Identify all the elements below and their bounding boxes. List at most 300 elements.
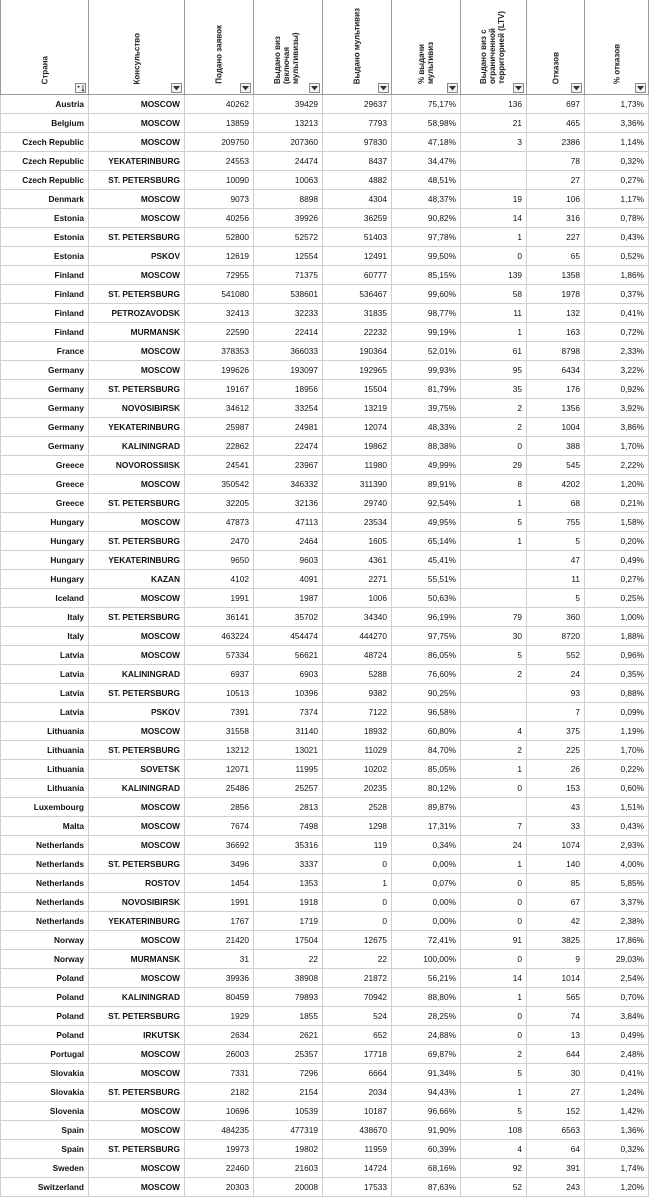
issued-cell[interactable]: 10396 — [254, 684, 323, 703]
consulate-cell[interactable]: ST. PETERSBURG — [89, 1007, 185, 1026]
country-cell[interactable]: Norway — [1, 950, 89, 969]
refusal-pct-cell[interactable]: 0,96% — [585, 646, 649, 665]
refusal-pct-cell[interactable]: 1,20% — [585, 475, 649, 494]
ltv-cell[interactable]: 24 — [461, 836, 527, 855]
multi-cell[interactable]: 34340 — [323, 608, 392, 627]
multi-pct-cell[interactable]: 88,38% — [392, 437, 461, 456]
multi-pct-cell[interactable]: 60,39% — [392, 1140, 461, 1159]
consulate-cell[interactable]: MOSCOW — [89, 114, 185, 133]
submitted-cell[interactable]: 22862 — [185, 437, 254, 456]
multi-cell[interactable]: 190364 — [323, 342, 392, 361]
country-cell[interactable]: Poland — [1, 969, 89, 988]
consulate-cell[interactable]: KALININGRAD — [89, 437, 185, 456]
issued-cell[interactable]: 25257 — [254, 779, 323, 798]
dropdown-filter-icon[interactable] — [447, 83, 458, 93]
multi-cell[interactable]: 36259 — [323, 209, 392, 228]
ltv-cell[interactable]: 0 — [461, 950, 527, 969]
multi-pct-cell[interactable]: 99,93% — [392, 361, 461, 380]
consulate-cell[interactable]: SOVETSK — [89, 760, 185, 779]
issued-cell[interactable]: 2154 — [254, 1083, 323, 1102]
refusals-cell[interactable]: 64 — [527, 1140, 585, 1159]
multi-pct-cell[interactable]: 99,19% — [392, 323, 461, 342]
consulate-cell[interactable]: YEKATERINBURG — [89, 418, 185, 437]
consulate-cell[interactable]: MOSCOW — [89, 361, 185, 380]
submitted-cell[interactable]: 209750 — [185, 133, 254, 152]
issued-cell[interactable]: 193097 — [254, 361, 323, 380]
issued-cell[interactable]: 25357 — [254, 1045, 323, 1064]
consulate-cell[interactable]: MOSCOW — [89, 722, 185, 741]
multi-cell[interactable]: 1006 — [323, 589, 392, 608]
ltv-cell[interactable]: 19 — [461, 190, 527, 209]
country-cell[interactable]: Finland — [1, 285, 89, 304]
ltv-cell[interactable]: 52 — [461, 1178, 527, 1197]
ltv-cell[interactable]: 11 — [461, 304, 527, 323]
refusal-pct-cell[interactable]: 3,92% — [585, 399, 649, 418]
submitted-cell[interactable]: 7391 — [185, 703, 254, 722]
ltv-cell[interactable]: 0 — [461, 1026, 527, 1045]
refusal-pct-cell[interactable]: 0,49% — [585, 1026, 649, 1045]
refusals-cell[interactable]: 42 — [527, 912, 585, 931]
ltv-cell[interactable] — [461, 152, 527, 171]
multi-pct-cell[interactable]: 69,87% — [392, 1045, 461, 1064]
refusal-pct-cell[interactable]: 0,92% — [585, 380, 649, 399]
consulate-cell[interactable]: MOSCOW — [89, 836, 185, 855]
issued-cell[interactable]: 10063 — [254, 171, 323, 190]
consulate-cell[interactable]: PSKOV — [89, 247, 185, 266]
consulate-cell[interactable]: MOSCOW — [89, 95, 185, 114]
country-cell[interactable]: Lithuania — [1, 722, 89, 741]
issued-cell[interactable]: 56621 — [254, 646, 323, 665]
issued-cell[interactable]: 4091 — [254, 570, 323, 589]
submitted-cell[interactable]: 1991 — [185, 893, 254, 912]
ltv-cell[interactable]: 61 — [461, 342, 527, 361]
refusal-pct-cell[interactable]: 1,42% — [585, 1102, 649, 1121]
issued-cell[interactable]: 32233 — [254, 304, 323, 323]
consulate-cell[interactable]: MOSCOW — [89, 266, 185, 285]
refusal-pct-cell[interactable]: 1,70% — [585, 437, 649, 456]
consulate-cell[interactable]: MOSCOW — [89, 1102, 185, 1121]
multi-pct-cell[interactable]: 85,15% — [392, 266, 461, 285]
ltv-cell[interactable]: 7 — [461, 817, 527, 836]
country-cell[interactable]: Estonia — [1, 209, 89, 228]
ltv-cell[interactable]: 1 — [461, 1083, 527, 1102]
issued-cell[interactable]: 1918 — [254, 893, 323, 912]
submitted-cell[interactable]: 13859 — [185, 114, 254, 133]
refusals-cell[interactable]: 388 — [527, 437, 585, 456]
submitted-cell[interactable]: 47873 — [185, 513, 254, 532]
refusal-pct-cell[interactable]: 1,17% — [585, 190, 649, 209]
ltv-cell[interactable]: 1 — [461, 494, 527, 513]
issued-cell[interactable]: 477319 — [254, 1121, 323, 1140]
submitted-cell[interactable]: 22460 — [185, 1159, 254, 1178]
multi-cell[interactable]: 22232 — [323, 323, 392, 342]
country-cell[interactable]: Germany — [1, 399, 89, 418]
refusal-pct-cell[interactable]: 0,88% — [585, 684, 649, 703]
multi-pct-cell[interactable]: 17,31% — [392, 817, 461, 836]
ltv-cell[interactable]: 5 — [461, 1064, 527, 1083]
multi-pct-cell[interactable]: 80,12% — [392, 779, 461, 798]
consulate-cell[interactable]: ST. PETERSBURG — [89, 741, 185, 760]
ltv-cell[interactable] — [461, 703, 527, 722]
multi-cell[interactable]: 7793 — [323, 114, 392, 133]
consulate-cell[interactable]: MOSCOW — [89, 627, 185, 646]
submitted-cell[interactable]: 4102 — [185, 570, 254, 589]
refusals-cell[interactable]: 43 — [527, 798, 585, 817]
consulate-cell[interactable]: MOSCOW — [89, 646, 185, 665]
issued-cell[interactable]: 39926 — [254, 209, 323, 228]
country-cell[interactable]: Greece — [1, 475, 89, 494]
consulate-cell[interactable]: ST. PETERSBURG — [89, 684, 185, 703]
multi-pct-cell[interactable]: 85,05% — [392, 760, 461, 779]
multi-cell[interactable]: 29637 — [323, 95, 392, 114]
multi-pct-cell[interactable]: 96,66% — [392, 1102, 461, 1121]
ltv-cell[interactable]: 14 — [461, 969, 527, 988]
issued-cell[interactable]: 366033 — [254, 342, 323, 361]
submitted-cell[interactable]: 1929 — [185, 1007, 254, 1026]
multi-pct-cell[interactable]: 98,77% — [392, 304, 461, 323]
refusal-pct-cell[interactable]: 3,36% — [585, 114, 649, 133]
ltv-cell[interactable] — [461, 551, 527, 570]
refusal-pct-cell[interactable]: 0,27% — [585, 171, 649, 190]
consulate-cell[interactable]: MOSCOW — [89, 817, 185, 836]
issued-cell[interactable]: 9603 — [254, 551, 323, 570]
issued-cell[interactable]: 454474 — [254, 627, 323, 646]
multi-pct-cell[interactable]: 55,51% — [392, 570, 461, 589]
multi-cell[interactable]: 0 — [323, 855, 392, 874]
country-cell[interactable]: Austria — [1, 95, 89, 114]
submitted-cell[interactable]: 36141 — [185, 608, 254, 627]
issued-cell[interactable]: 22474 — [254, 437, 323, 456]
consulate-cell[interactable]: MOSCOW — [89, 589, 185, 608]
multi-cell[interactable]: 192965 — [323, 361, 392, 380]
refusals-cell[interactable]: 1356 — [527, 399, 585, 418]
refusals-cell[interactable]: 8720 — [527, 627, 585, 646]
refusals-cell[interactable]: 1978 — [527, 285, 585, 304]
refusal-pct-cell[interactable]: 2,38% — [585, 912, 649, 931]
ltv-cell[interactable]: 0 — [461, 1007, 527, 1026]
refusals-cell[interactable]: 375 — [527, 722, 585, 741]
multi-cell[interactable]: 2034 — [323, 1083, 392, 1102]
refusal-pct-cell[interactable]: 1,86% — [585, 266, 649, 285]
ltv-cell[interactable]: 5 — [461, 1102, 527, 1121]
consulate-cell[interactable]: MOSCOW — [89, 931, 185, 950]
submitted-cell[interactable]: 1767 — [185, 912, 254, 931]
ltv-cell[interactable]: 29 — [461, 456, 527, 475]
country-cell[interactable]: Latvia — [1, 684, 89, 703]
refusals-cell[interactable]: 132 — [527, 304, 585, 323]
multi-pct-cell[interactable]: 89,91% — [392, 475, 461, 494]
refusals-cell[interactable]: 68 — [527, 494, 585, 513]
sort-filter-icon[interactable] — [75, 83, 86, 93]
consulate-cell[interactable]: MOSCOW — [89, 1178, 185, 1197]
multi-cell[interactable]: 2271 — [323, 570, 392, 589]
ltv-cell[interactable]: 14 — [461, 209, 527, 228]
issued-cell[interactable]: 23967 — [254, 456, 323, 475]
issued-cell[interactable]: 22 — [254, 950, 323, 969]
ltv-cell[interactable]: 5 — [461, 646, 527, 665]
consulate-cell[interactable]: MURMANSK — [89, 323, 185, 342]
submitted-cell[interactable]: 9650 — [185, 551, 254, 570]
refusal-pct-cell[interactable]: 17,86% — [585, 931, 649, 950]
multi-cell[interactable]: 18932 — [323, 722, 392, 741]
consulate-cell[interactable]: KALININGRAD — [89, 988, 185, 1007]
issued-cell[interactable]: 47113 — [254, 513, 323, 532]
issued-cell[interactable]: 2464 — [254, 532, 323, 551]
multi-cell[interactable]: 8437 — [323, 152, 392, 171]
ltv-cell[interactable]: 0 — [461, 779, 527, 798]
refusal-pct-cell[interactable]: 2,93% — [585, 836, 649, 855]
refusal-pct-cell[interactable]: 0,20% — [585, 532, 649, 551]
submitted-cell[interactable]: 1991 — [185, 589, 254, 608]
issued-cell[interactable]: 1719 — [254, 912, 323, 931]
refusals-cell[interactable]: 9 — [527, 950, 585, 969]
refusal-pct-cell[interactable]: 0,43% — [585, 228, 649, 247]
country-cell[interactable]: Hungary — [1, 513, 89, 532]
country-cell[interactable]: Germany — [1, 437, 89, 456]
multi-pct-cell[interactable]: 0,00% — [392, 893, 461, 912]
refusal-pct-cell[interactable]: 1,88% — [585, 627, 649, 646]
ltv-cell[interactable]: 136 — [461, 95, 527, 114]
multi-cell[interactable]: 4304 — [323, 190, 392, 209]
multi-pct-cell[interactable]: 91,34% — [392, 1064, 461, 1083]
refusal-pct-cell[interactable]: 1,58% — [585, 513, 649, 532]
consulate-cell[interactable]: MOSCOW — [89, 1064, 185, 1083]
consulate-cell[interactable]: KAZAN — [89, 570, 185, 589]
refusal-pct-cell[interactable]: 0,41% — [585, 304, 649, 323]
issued-cell[interactable]: 32136 — [254, 494, 323, 513]
refusal-pct-cell[interactable]: 2,48% — [585, 1045, 649, 1064]
country-cell[interactable]: Spain — [1, 1140, 89, 1159]
multi-pct-cell[interactable]: 24,88% — [392, 1026, 461, 1045]
refusal-pct-cell[interactable]: 2,54% — [585, 969, 649, 988]
multi-pct-cell[interactable]: 75,17% — [392, 95, 461, 114]
consulate-cell[interactable]: MOSCOW — [89, 1121, 185, 1140]
refusals-cell[interactable]: 243 — [527, 1178, 585, 1197]
issued-cell[interactable]: 1855 — [254, 1007, 323, 1026]
submitted-cell[interactable]: 72955 — [185, 266, 254, 285]
refusals-cell[interactable]: 4202 — [527, 475, 585, 494]
refusal-pct-cell[interactable]: 0,27% — [585, 570, 649, 589]
consulate-cell[interactable]: MOSCOW — [89, 1159, 185, 1178]
multi-cell[interactable]: 29740 — [323, 494, 392, 513]
dropdown-filter-icon[interactable] — [635, 83, 646, 93]
consulate-cell[interactable]: IRKUTSK — [89, 1026, 185, 1045]
country-cell[interactable]: Italy — [1, 627, 89, 646]
submitted-cell[interactable]: 24553 — [185, 152, 254, 171]
multi-cell[interactable]: 4361 — [323, 551, 392, 570]
multi-cell[interactable]: 6664 — [323, 1064, 392, 1083]
country-cell[interactable]: Estonia — [1, 228, 89, 247]
refusal-pct-cell[interactable]: 0,35% — [585, 665, 649, 684]
ltv-cell[interactable] — [461, 570, 527, 589]
ltv-cell[interactable] — [461, 171, 527, 190]
country-cell[interactable]: Poland — [1, 988, 89, 1007]
consulate-cell[interactable]: ROSTOV — [89, 874, 185, 893]
refusals-cell[interactable]: 565 — [527, 988, 585, 1007]
refusals-cell[interactable]: 33 — [527, 817, 585, 836]
refusal-pct-cell[interactable]: 3,84% — [585, 1007, 649, 1026]
issued-cell[interactable]: 11995 — [254, 760, 323, 779]
multi-pct-cell[interactable]: 48,37% — [392, 190, 461, 209]
refusals-cell[interactable]: 644 — [527, 1045, 585, 1064]
multi-cell[interactable]: 19862 — [323, 437, 392, 456]
consulate-cell[interactable]: KALININGRAD — [89, 779, 185, 798]
multi-cell[interactable]: 10202 — [323, 760, 392, 779]
consulate-cell[interactable]: MOSCOW — [89, 209, 185, 228]
multi-cell[interactable]: 60777 — [323, 266, 392, 285]
refusal-pct-cell[interactable]: 0,70% — [585, 988, 649, 1007]
ltv-cell[interactable]: 1 — [461, 760, 527, 779]
submitted-cell[interactable]: 541080 — [185, 285, 254, 304]
multi-pct-cell[interactable]: 68,16% — [392, 1159, 461, 1178]
refusals-cell[interactable]: 697 — [527, 95, 585, 114]
multi-pct-cell[interactable]: 99,50% — [392, 247, 461, 266]
multi-pct-cell[interactable]: 100,00% — [392, 950, 461, 969]
refusals-cell[interactable]: 7 — [527, 703, 585, 722]
submitted-cell[interactable]: 13212 — [185, 741, 254, 760]
multi-cell[interactable]: 12675 — [323, 931, 392, 950]
country-cell[interactable]: Hungary — [1, 551, 89, 570]
multi-pct-cell[interactable]: 96,19% — [392, 608, 461, 627]
issued-cell[interactable]: 52572 — [254, 228, 323, 247]
country-cell[interactable]: Czech Republic — [1, 133, 89, 152]
multi-cell[interactable]: 652 — [323, 1026, 392, 1045]
multi-pct-cell[interactable]: 45,41% — [392, 551, 461, 570]
country-cell[interactable]: Czech Republic — [1, 171, 89, 190]
country-cell[interactable]: Netherlands — [1, 912, 89, 931]
issued-cell[interactable]: 21603 — [254, 1159, 323, 1178]
multi-pct-cell[interactable]: 34,47% — [392, 152, 461, 171]
multi-cell[interactable]: 1605 — [323, 532, 392, 551]
multi-cell[interactable]: 23534 — [323, 513, 392, 532]
consulate-cell[interactable]: MURMANSK — [89, 950, 185, 969]
multi-pct-cell[interactable]: 60,80% — [392, 722, 461, 741]
issued-cell[interactable]: 538601 — [254, 285, 323, 304]
refusals-cell[interactable]: 8798 — [527, 342, 585, 361]
refusals-cell[interactable]: 163 — [527, 323, 585, 342]
consulate-cell[interactable]: ST. PETERSBURG — [89, 494, 185, 513]
country-cell[interactable]: Netherlands — [1, 836, 89, 855]
country-cell[interactable]: Malta — [1, 817, 89, 836]
multi-cell[interactable]: 2528 — [323, 798, 392, 817]
submitted-cell[interactable]: 10090 — [185, 171, 254, 190]
consulate-cell[interactable]: ST. PETERSBURG — [89, 1140, 185, 1159]
country-cell[interactable]: Hungary — [1, 570, 89, 589]
ltv-cell[interactable]: 4 — [461, 722, 527, 741]
country-cell[interactable]: Finland — [1, 266, 89, 285]
consulate-cell[interactable]: MOSCOW — [89, 133, 185, 152]
submitted-cell[interactable]: 12071 — [185, 760, 254, 779]
consulate-cell[interactable]: ST. PETERSBURG — [89, 380, 185, 399]
consulate-cell[interactable]: YEKATERINBURG — [89, 551, 185, 570]
consulate-cell[interactable]: ST. PETERSBURG — [89, 171, 185, 190]
ltv-cell[interactable]: 1 — [461, 988, 527, 1007]
refusals-cell[interactable]: 24 — [527, 665, 585, 684]
ltv-cell[interactable]: 2 — [461, 741, 527, 760]
multi-pct-cell[interactable]: 87,63% — [392, 1178, 461, 1197]
issued-cell[interactable]: 13213 — [254, 114, 323, 133]
submitted-cell[interactable]: 52800 — [185, 228, 254, 247]
multi-pct-cell[interactable]: 90,82% — [392, 209, 461, 228]
multi-cell[interactable]: 97830 — [323, 133, 392, 152]
ltv-cell[interactable]: 58 — [461, 285, 527, 304]
multi-cell[interactable]: 17533 — [323, 1178, 392, 1197]
consulate-cell[interactable]: MOSCOW — [89, 475, 185, 494]
country-cell[interactable]: Italy — [1, 608, 89, 627]
refusal-pct-cell[interactable]: 3,37% — [585, 893, 649, 912]
refusal-pct-cell[interactable]: 1,00% — [585, 608, 649, 627]
refusals-cell[interactable]: 391 — [527, 1159, 585, 1178]
refusal-pct-cell[interactable]: 1,19% — [585, 722, 649, 741]
submitted-cell[interactable]: 20303 — [185, 1178, 254, 1197]
refusals-cell[interactable]: 85 — [527, 874, 585, 893]
refusals-cell[interactable]: 1358 — [527, 266, 585, 285]
refusal-pct-cell[interactable]: 0,09% — [585, 703, 649, 722]
refusals-cell[interactable]: 316 — [527, 209, 585, 228]
country-cell[interactable]: Germany — [1, 380, 89, 399]
refusal-pct-cell[interactable]: 1,73% — [585, 95, 649, 114]
issued-cell[interactable]: 24474 — [254, 152, 323, 171]
issued-cell[interactable]: 31140 — [254, 722, 323, 741]
country-cell[interactable]: Iceland — [1, 589, 89, 608]
submitted-cell[interactable]: 378353 — [185, 342, 254, 361]
multi-pct-cell[interactable]: 92,54% — [392, 494, 461, 513]
multi-cell[interactable]: 10187 — [323, 1102, 392, 1121]
refusal-pct-cell[interactable]: 1,14% — [585, 133, 649, 152]
refusals-cell[interactable]: 360 — [527, 608, 585, 627]
consulate-cell[interactable]: ST. PETERSBURG — [89, 285, 185, 304]
refusal-pct-cell[interactable]: 0,43% — [585, 817, 649, 836]
multi-cell[interactable]: 311390 — [323, 475, 392, 494]
dropdown-filter-icon[interactable] — [171, 83, 182, 93]
ltv-cell[interactable]: 1 — [461, 323, 527, 342]
issued-cell[interactable]: 7374 — [254, 703, 323, 722]
consulate-cell[interactable]: KALININGRAD — [89, 665, 185, 684]
multi-cell[interactable]: 11959 — [323, 1140, 392, 1159]
refusal-pct-cell[interactable]: 0,32% — [585, 1140, 649, 1159]
refusals-cell[interactable]: 140 — [527, 855, 585, 874]
multi-cell[interactable]: 9382 — [323, 684, 392, 703]
multi-pct-cell[interactable]: 65,14% — [392, 532, 461, 551]
multi-pct-cell[interactable]: 50,63% — [392, 589, 461, 608]
ltv-cell[interactable]: 0 — [461, 893, 527, 912]
multi-pct-cell[interactable]: 88,80% — [392, 988, 461, 1007]
refusals-cell[interactable]: 30 — [527, 1064, 585, 1083]
ltv-cell[interactable]: 95 — [461, 361, 527, 380]
submitted-cell[interactable]: 34612 — [185, 399, 254, 418]
ltv-cell[interactable]: 30 — [461, 627, 527, 646]
consulate-cell[interactable]: MOSCOW — [89, 190, 185, 209]
refusal-pct-cell[interactable]: 0,22% — [585, 760, 649, 779]
issued-cell[interactable]: 2813 — [254, 798, 323, 817]
consulate-cell[interactable]: MOSCOW — [89, 1045, 185, 1064]
submitted-cell[interactable]: 39936 — [185, 969, 254, 988]
multi-cell[interactable]: 444270 — [323, 627, 392, 646]
submitted-cell[interactable]: 40262 — [185, 95, 254, 114]
issued-cell[interactable]: 20008 — [254, 1178, 323, 1197]
issued-cell[interactable]: 1353 — [254, 874, 323, 893]
multi-cell[interactable]: 51403 — [323, 228, 392, 247]
multi-cell[interactable]: 1 — [323, 874, 392, 893]
refusals-cell[interactable]: 227 — [527, 228, 585, 247]
submitted-cell[interactable]: 22590 — [185, 323, 254, 342]
refusals-cell[interactable]: 2386 — [527, 133, 585, 152]
submitted-cell[interactable]: 463224 — [185, 627, 254, 646]
issued-cell[interactable]: 17504 — [254, 931, 323, 950]
refusal-pct-cell[interactable]: 5,85% — [585, 874, 649, 893]
submitted-cell[interactable]: 32205 — [185, 494, 254, 513]
ltv-cell[interactable]: 0 — [461, 437, 527, 456]
